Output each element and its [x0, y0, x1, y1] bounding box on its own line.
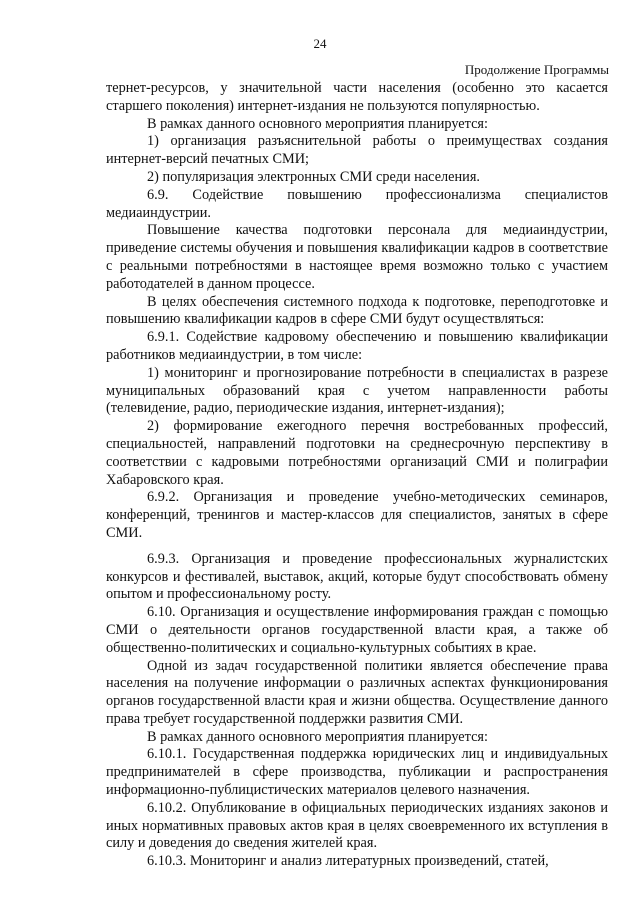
- paragraph: 6.10.3. Мониторинг и анализ литературных произведений, статей,: [147, 853, 549, 870]
- paragraph: 2) популяризация электронных СМИ среди населения.: [147, 168, 480, 185]
- paragraph: 1) организация разъяснительной работы о преимуществах создания интернет-версий печатных СМИ;: [106, 133, 608, 168]
- page-number: 24: [313, 36, 327, 51]
- paragraph: 2) формирование ежегодного перечня востребованных профессий, специальностей, направлений подготовки на среднесрочную перспективу в соответствии с кадровыми потребностями организаций СМИ и полиграфии Хабаровского края.: [106, 418, 608, 488]
- paragraph: В целях обеспечения системного подхода к подготовке, переподготовке и повышению квалификации кадров в сфере СМИ будут осуществляться:: [106, 293, 608, 328]
- continuation-label: Продолжение Программы: [464, 62, 609, 77]
- paragraph: тернет-ресурсов, у значительной части населения (особенно это касается старшего поколения) интернет-издания не пользуются популярностью.: [106, 80, 608, 114]
- paragraph: В рамках данного основного мероприятия планируется:: [147, 115, 488, 132]
- section-heading: 6.10. Организация и осуществление информирования граждан с помощью СМИ о деятельности органов государственной власти края, а также об общественно-политических и социально-культурных событиях в крае.: [106, 604, 608, 656]
- section-heading: 6.9. Содействие повышению профессионализма специалистов медиаиндустрии.: [106, 186, 608, 221]
- paragraph: 6.9.1. Содействие кадровому обеспечению и повышению квалификации работников медиаиндустрии, в том числе:: [106, 329, 608, 363]
- paragraph: Повышение качества подготовки персонала для медиаиндустрии, приведение системы обучения и повышения квалификации кадров в соответствие с реальными потребностями в настоящее время возможно только с участием работодателей в данном процессе.: [106, 222, 608, 292]
- paragraph: Одной из задач государственной политики является обеспечение права населения на получение информации о различных аспектах функционирования органов государственной власти края и жизни общества. Осуществление данного права требует государственной поддержки развития СМИ.: [106, 657, 608, 727]
- paragraph: 6.9.3. Организация и проведение профессиональных журналистских конкурсов и фестивалей, выставок, акций, которые будут способствовать обмену опытом и профессиональному росту.: [106, 550, 608, 603]
- paragraph: 1) мониторинг и прогнозирование потребности в специалистах в разрезе муниципальных образований края с учетом направленности работы (телевидение, радио, периодические издания, интернет-издания);: [106, 364, 608, 417]
- document-body: [106, 80, 608, 871]
- paragraph: 6.10.1. Государственная поддержка юридических лиц и индивидуальных предпринимателей в сфере производства, публикации и распространения информационно-публицистических материалов целевого назначения.: [106, 746, 608, 799]
- paragraph: 6.10.2. Опубликование в официальных периодических изданиях законов и иных нормативных правовых актов края в целях своевременного их вступления в силу и доведения до сведения жителей края.: [106, 799, 608, 852]
- paragraph: 6.9.2. Организация и проведение учебно-методических семинаров, конференций, тренингов и мастер-классов для специалистов, занятых в сфере СМИ.: [106, 489, 608, 541]
- paragraph: В рамках данного основного мероприятия планируется:: [147, 728, 488, 745]
